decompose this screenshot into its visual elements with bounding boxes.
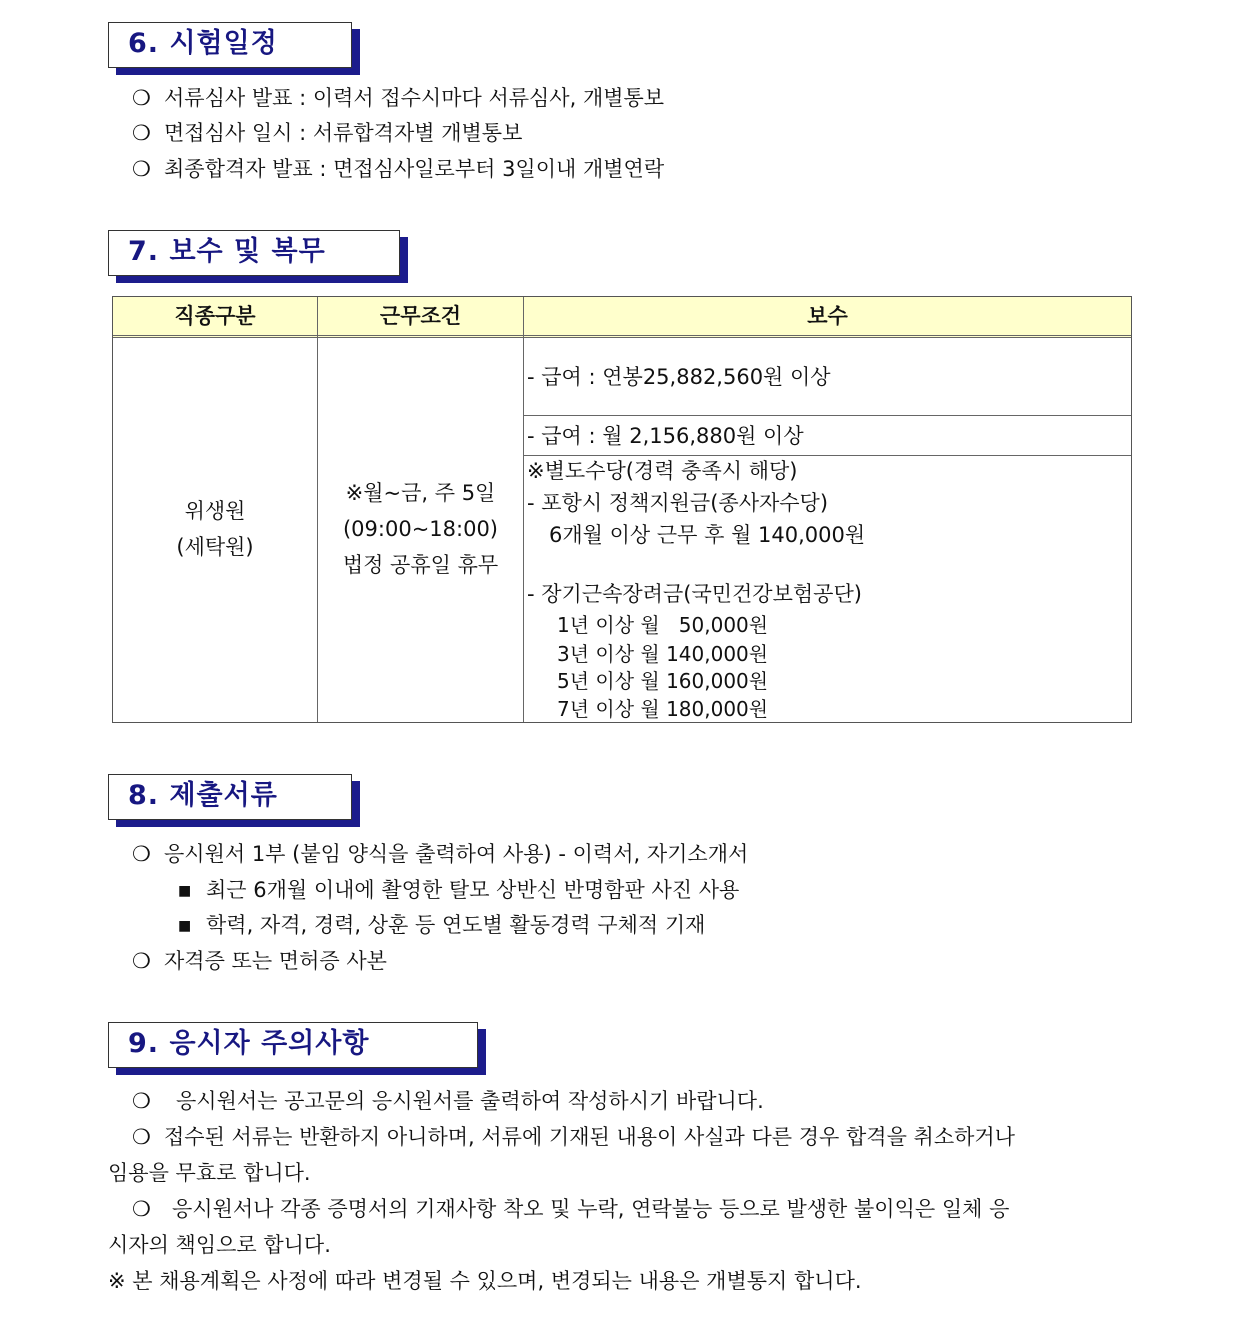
allowance-pohang: - 포항시 정책지원금(종사자수당) bbox=[527, 491, 829, 515]
allowance-pohang-detail: 6개월 이상 근무 후 월 140,000원 bbox=[549, 523, 866, 547]
circle-bullet-icon: ❍ bbox=[132, 157, 151, 181]
section-7-title: 7. 보수 및 복무 bbox=[128, 236, 326, 267]
conditions-line-2: (09:00~18:00) bbox=[342, 517, 499, 541]
job-type-line-1: 위생원 bbox=[184, 499, 246, 523]
pay-monthly: - 급여 : 월 2,156,880원 이상 bbox=[527, 424, 804, 448]
documents-sub-2-text: 학력, 자격, 경력, 상훈 등 연도별 활동경력 구체적 기재 bbox=[206, 913, 706, 937]
job-type-line-2: (세탁원) bbox=[176, 535, 254, 559]
conditions-line-1: ※월~금, 주 5일 bbox=[345, 481, 496, 505]
column-divider bbox=[523, 297, 524, 722]
notice-item-2-text: 접수된 서류는 반환하지 아니하며, 서류에 기재된 내용이 사실과 다른 경우 합격을 취소하거나 bbox=[164, 1125, 1015, 1149]
longterm-item-2: 3년 이상 월 140,000원 bbox=[557, 642, 769, 666]
schedule-item-3-text: 최종합격자 발표 : 면접심사일로부터 3일이내 개별연락 bbox=[164, 157, 665, 181]
notice-item-3 bbox=[132, 1194, 1009, 1224]
longterm-item-1: 1년 이상 월 50,000원 bbox=[557, 613, 769, 637]
change-note: ※ 본 채용계획은 사정에 따라 변경될 수 있으며, 변경되는 내용은 개별통지 합니다. bbox=[108, 1269, 862, 1293]
circle-bullet-icon: ❍ bbox=[132, 1125, 151, 1149]
section-6-title: 6. 시험일정 bbox=[128, 28, 278, 59]
table-header-row bbox=[113, 297, 1131, 338]
job-type-cell bbox=[113, 493, 317, 565]
schedule-item-1-text: 서류심사 발표 : 이력서 접수시마다 서류심사, 개별통보 bbox=[164, 86, 665, 110]
circle-bullet-icon: ❍ bbox=[132, 842, 151, 866]
section-7-header bbox=[108, 230, 400, 276]
pay-table bbox=[112, 296, 1132, 723]
circle-bullet-icon: ❍ bbox=[132, 121, 151, 145]
notice-item-2 bbox=[132, 1122, 1015, 1152]
documents-sub-1 bbox=[178, 875, 739, 906]
circle-bullet-icon: ❍ bbox=[132, 949, 151, 973]
circle-bullet-icon: ❍ bbox=[132, 1089, 151, 1113]
circle-bullet-icon: ❍ bbox=[132, 86, 151, 110]
longterm-item-4: 7년 이상 월 180,000원 bbox=[557, 697, 769, 721]
allowance-title: ※별도수당(경력 충족시 해당) bbox=[527, 459, 798, 483]
documents-item-2 bbox=[132, 946, 387, 976]
schedule-item-3 bbox=[132, 154, 664, 184]
notice-item-1-text: 응시원서는 공고문의 응시원서를 출력하여 작성하시기 바랍니다. bbox=[176, 1089, 764, 1113]
documents-sub-2 bbox=[178, 910, 705, 941]
conditions-cell bbox=[318, 475, 523, 583]
schedule-item-1 bbox=[132, 83, 664, 113]
section-8-title: 8. 제출서류 bbox=[128, 780, 278, 811]
header-conditions: 근무조건 bbox=[379, 304, 462, 328]
square-bullet-icon: ■ bbox=[178, 883, 192, 899]
pay-annual: - 급여 : 연봉25,882,560원 이상 bbox=[527, 365, 831, 389]
notice-item-3-continued: 시자의 책임으로 합니다. bbox=[108, 1233, 331, 1257]
square-bullet-icon: ■ bbox=[178, 918, 192, 934]
notice-item-1 bbox=[132, 1086, 764, 1116]
schedule-item-2-text: 면접심사 일시 : 서류합격자별 개별통보 bbox=[164, 121, 523, 145]
header-job-type: 직종구분 bbox=[174, 304, 256, 328]
notice-item-3-text: 응시원서나 각종 증명서의 기재사항 착오 및 누락, 연락불능 등으로 발생한 불이익은 일체 응 bbox=[172, 1197, 1010, 1221]
allowance-longterm: - 장기근속장려금(국민건강보험공단) bbox=[527, 582, 862, 606]
documents-sub-1-text: 최근 6개월 이내에 촬영한 탈모 상반신 반명함판 사진 사용 bbox=[206, 878, 740, 902]
conditions-line-3: 법정 공휴일 휴무 bbox=[342, 553, 499, 577]
notice-item-2-continued: 임용을 무효로 합니다. bbox=[108, 1161, 311, 1185]
section-6-header bbox=[108, 22, 352, 68]
schedule-item-2 bbox=[132, 118, 522, 148]
longterm-item-3: 5년 이상 월 160,000원 bbox=[557, 669, 769, 693]
section-8-header bbox=[108, 774, 352, 820]
documents-item-2-text: 자격증 또는 면허증 사본 bbox=[164, 949, 387, 973]
section-9-header bbox=[108, 1022, 478, 1068]
header-pay: 보수 bbox=[807, 304, 848, 328]
row-divider bbox=[523, 415, 1131, 416]
documents-item-1-text: 응시원서 1부 (붙임 양식을 출력하여 사용) - 이력서, 자기소개서 bbox=[164, 842, 749, 866]
documents-item-1 bbox=[132, 839, 748, 869]
circle-bullet-icon: ❍ bbox=[132, 1197, 151, 1221]
section-9-title: 9. 응시자 주의사항 bbox=[128, 1028, 370, 1059]
